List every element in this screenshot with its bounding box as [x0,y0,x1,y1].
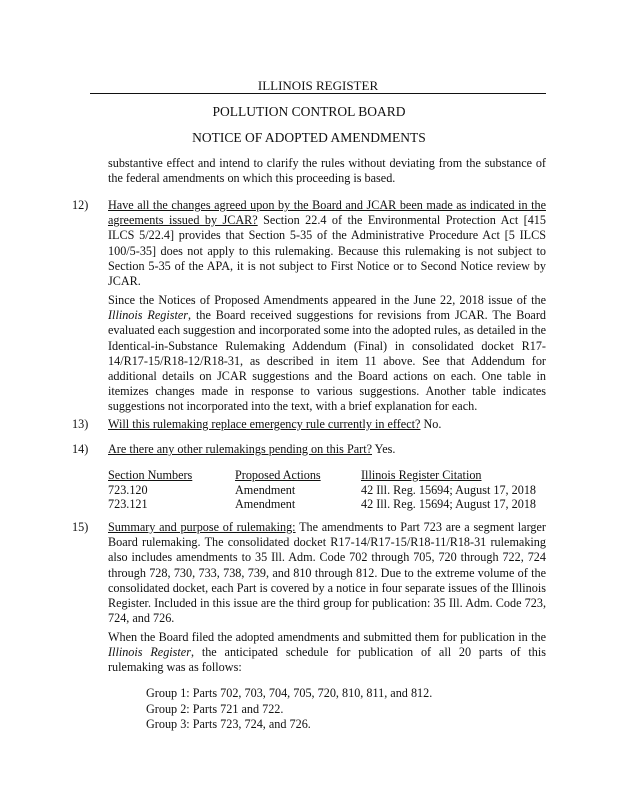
agency-title: POLLUTION CONTROL BOARD [212,104,406,119]
table-cell: 42 Ill. Reg. 15694; August 17, 2018 [361,497,537,511]
item-15-paragraph [108,520,546,626]
item-12-para2-text-cont: , the Board received suggestions for revisions from JCAR. The Board evaluated each suggestion and incorporated some into the adopted rules, as detailed in the Identical-in-Substance Rulemaking Addendum (Final) in consolidated docket R17-14/R17-15/R18-12/R18-31, as described in item 11 above. See that Addendum for additional details on JCAR suggestions and the Board actions on each. One table in itemizes changes made in response to various suggestions. Another table indicates suggestions not incorporated into the text, with a brief explanation for each. [108,308,546,414]
item-14-answer: Yes. [374,442,396,456]
item-12-paragraph [108,198,546,289]
item-12-question: Have all the changes agreed upon by the Board and JCAR been made as indicated in the agreements issued by JCAR? [108,198,546,228]
table-cell: 42 Ill. Reg. 15694; August 17, 2018 [361,482,537,497]
group-item: Group 3: Parts 723, 724, and 726. [146,717,311,731]
table-cell: Amendment [235,482,296,497]
item-15-paragraph-2 [108,630,546,676]
item-12-answer: Section 22.4 of the Environmental Protection Act [415 ILCS 5/22.4] provides that Section 5-35 of the Administrative Procedure Act [5 ILCS 100/5-35] does not apply to this rulemaking. Because this rulemaking is not subject to Section 5-35 of the APA, it is not subject to First Notice or to Second Notice review by JCAR. [108,213,546,289]
item-14-number: 14) [72,442,89,456]
pending-rulemakings-table [108,468,551,512]
item-15-text: The amendments to Part 723 are a segment larger Board rulemaking. The consolidated docket R17-14/R17-15/R18-11/R18-31 rulemaking also includes amendments to 35 Ill. Adm. Code 702 through 705, 720 through 722, 724 through 728, 730, 733, 738, 739, and 810 through 812. Due to the extreme volume of the consolidated docket, each Part is covered by a notice in four separate issues of the Illinois Register. Included in this issue are the third group for publication: 35 Ill. Adm. Code 723, 724, and 726. [108,520,546,626]
continuation-paragraph: substantive effect and intend to clarify the rules without deviating from the substance of the federal amendments on which this proceeding is based. [108,156,546,186]
table-header-cell: Illinois Register Citation [361,468,482,482]
group-item: Group 1: Parts 702, 703, 704, 705, 720, 810, 811, and 812. [146,686,433,700]
table-cell: 723.121 [108,497,148,511]
item-15-heading: Summary and purpose of rulemaking: [108,520,296,534]
item-15-para2-text-cont: , the anticipated schedule for publication of all 20 parts of this rulemaking was as follows: [108,645,546,675]
group-item: Group 2: Parts 721 and 722. [146,701,284,716]
item-14-question: Are there any other rulemakings pending on this Part? [108,442,372,456]
item-12-paragraph-2 [108,293,546,415]
item-15-para2-text: When the Board filed the adopted amendments and submitted them for publication in the [108,630,546,644]
item-12-para2-text: Since the Notices of Proposed Amendments appeared in the June 22, 2018 issue of the [108,293,546,307]
item-14-paragraph [108,442,546,457]
register-header [90,78,546,96]
item-13-answer: No. [423,417,442,431]
table-header-row [108,468,551,483]
item-12-number: 12) [72,198,89,212]
publication-groups [146,686,432,733]
table-cell: 723.120 [108,482,148,497]
table-row [108,483,551,498]
notice-title: NOTICE OF ADOPTED AMENDMENTS [192,130,426,145]
item-15-number: 15) [72,520,89,534]
item-13-question: Will this rulemaking replace emergency rule currently in effect? [108,417,421,431]
table-header-cell: Proposed Actions [235,468,321,482]
table-row [108,497,551,512]
register-title: ILLINOIS REGISTER [257,78,379,93]
table-header-cell: Section Numbers [108,468,193,482]
item-13-number: 13) [72,417,89,431]
item-13-paragraph [108,417,546,432]
illinois-register-italic: Illinois Register [108,645,191,660]
table-cell: Amendment [235,497,296,511]
illinois-register-italic: Illinois Register [108,308,189,323]
